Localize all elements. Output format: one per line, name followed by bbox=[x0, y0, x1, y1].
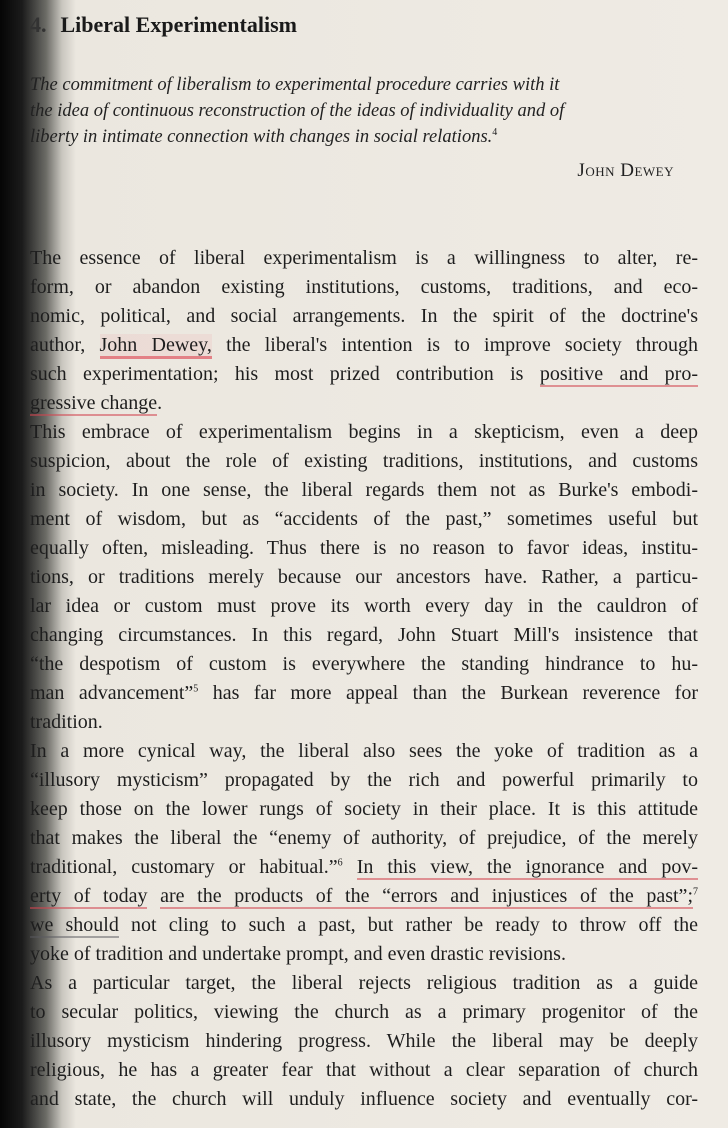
epigraph-line-text: liberty in intimate connection with changes in social relations. bbox=[30, 127, 493, 147]
section-number: 4. bbox=[30, 12, 47, 37]
text-line: ment of wisdom, but as “accidents of the past,” sometimes useful but bbox=[30, 508, 698, 530]
text-line: This embrace of experimentalism begins in a skepticism, even a deep bbox=[30, 421, 698, 443]
highlight-positive-progressive: positive and pro- bbox=[539, 363, 699, 385]
text-fragment: author, bbox=[30, 334, 86, 356]
section-heading bbox=[30, 12, 297, 38]
text-line bbox=[30, 389, 698, 418]
text-line: In a more cynical way, the liberal also sees the yoke of tradition as a bbox=[30, 740, 698, 762]
text-fragment: traditional, customary or habitual.” bbox=[30, 856, 338, 878]
text-line bbox=[30, 360, 698, 389]
footnote-marker: 7 bbox=[693, 886, 698, 898]
text-line: The essence of liberal experimentalism is a willingness to alter, re- bbox=[30, 247, 698, 269]
text-line bbox=[30, 882, 698, 911]
text-line: yoke of tradition and undertake prompt, and even drastic revisions. bbox=[30, 943, 566, 965]
epigraph-line: the idea of continuous reconstruction of the ideas of individuality and of bbox=[30, 101, 565, 121]
text-line: suspicion, about the role of existing traditions, institutions, and customs bbox=[30, 450, 698, 472]
footnote-marker: 6 bbox=[337, 857, 343, 869]
text-line: in society. In one sense, the liberal regards them not as Burke's embodi- bbox=[30, 479, 698, 501]
epigraph-quote bbox=[30, 72, 680, 150]
section-title: Liberal Experimentalism bbox=[60, 12, 297, 37]
text-fragment: man advancement” bbox=[30, 682, 194, 704]
text-line: illusory mysticism hindering progress. While the liberal may be deeply bbox=[30, 1030, 698, 1052]
text-line: keep those on the lower rungs of society in their place. It is this attitude bbox=[30, 798, 698, 820]
text-line: changing circumstances. In this regard, John Stuart Mill's insistence that bbox=[30, 624, 698, 646]
text-line bbox=[30, 853, 698, 882]
text-line: equally often, misleading. Thus there is no reason to favor ideas, institu- bbox=[30, 537, 698, 559]
text-line: tions, or traditions merely because our ancestors have. Rather, a particu- bbox=[30, 566, 698, 588]
text-line: lar idea or custom must prove its worth every day in the cauldron of bbox=[30, 595, 698, 617]
highlight-should: we should bbox=[30, 914, 119, 936]
footnote-marker: 4 bbox=[492, 126, 498, 138]
text-fragment: such experimentation; his most prized contribution is bbox=[30, 363, 524, 385]
text-fragment: not cling to such a past, but rather be ready to throw off the bbox=[118, 914, 698, 936]
text-line: and state, the church will unduly influence society and eventually cor- bbox=[30, 1088, 698, 1110]
text-line: nomic, political, and social arrangements. In the spirit of the doctrine's bbox=[30, 305, 698, 327]
text-line bbox=[30, 911, 698, 940]
epigraph-line: The commitment of liberalism to experimental procedure carries with it bbox=[30, 75, 560, 95]
epigraph-author: John Dewey bbox=[577, 160, 674, 181]
highlight-progressive-change: gressive change bbox=[30, 392, 158, 414]
highlight-ignorance-poverty: In this view, the ignorance and pov- bbox=[356, 856, 699, 878]
highlight-errors-injustices: are the products of the “errors and injustices of the past”; bbox=[160, 885, 693, 907]
highlight-poverty-today: erty of today bbox=[30, 885, 148, 907]
text-line: “illusory mysticism” propagated by the rich and powerful primarily to bbox=[30, 769, 698, 791]
footnote-marker: 5 bbox=[193, 683, 199, 695]
body-text bbox=[30, 244, 698, 1114]
text-fragment: has far more appeal than the Burkean reverence for bbox=[198, 682, 698, 704]
text-line: to secular politics, viewing the church as a primary progenitor of the bbox=[30, 1001, 698, 1023]
highlight-john-dewey: John Dewey, bbox=[100, 334, 212, 359]
text-line: form, or abandon existing institutions, customs, traditions, and eco- bbox=[30, 276, 698, 298]
text-fragment: . bbox=[157, 392, 163, 414]
text-line bbox=[30, 331, 698, 360]
epigraph-line bbox=[30, 124, 680, 150]
text-fragment: the liberal's intention is to improve society through bbox=[226, 334, 699, 356]
text-line: “the despotism of custom is everywhere the standing hindrance to hu- bbox=[30, 653, 698, 675]
text-line: religious, he has a greater fear that without a clear separation of church bbox=[30, 1059, 698, 1081]
text-line: As a particular target, the liberal rejects religious tradition as a guide bbox=[30, 972, 698, 994]
text-line bbox=[30, 679, 698, 708]
text-line: that makes the liberal the “enemy of authority, of prejudice, of the merely bbox=[30, 827, 698, 849]
text-line: tradition. bbox=[30, 711, 103, 733]
